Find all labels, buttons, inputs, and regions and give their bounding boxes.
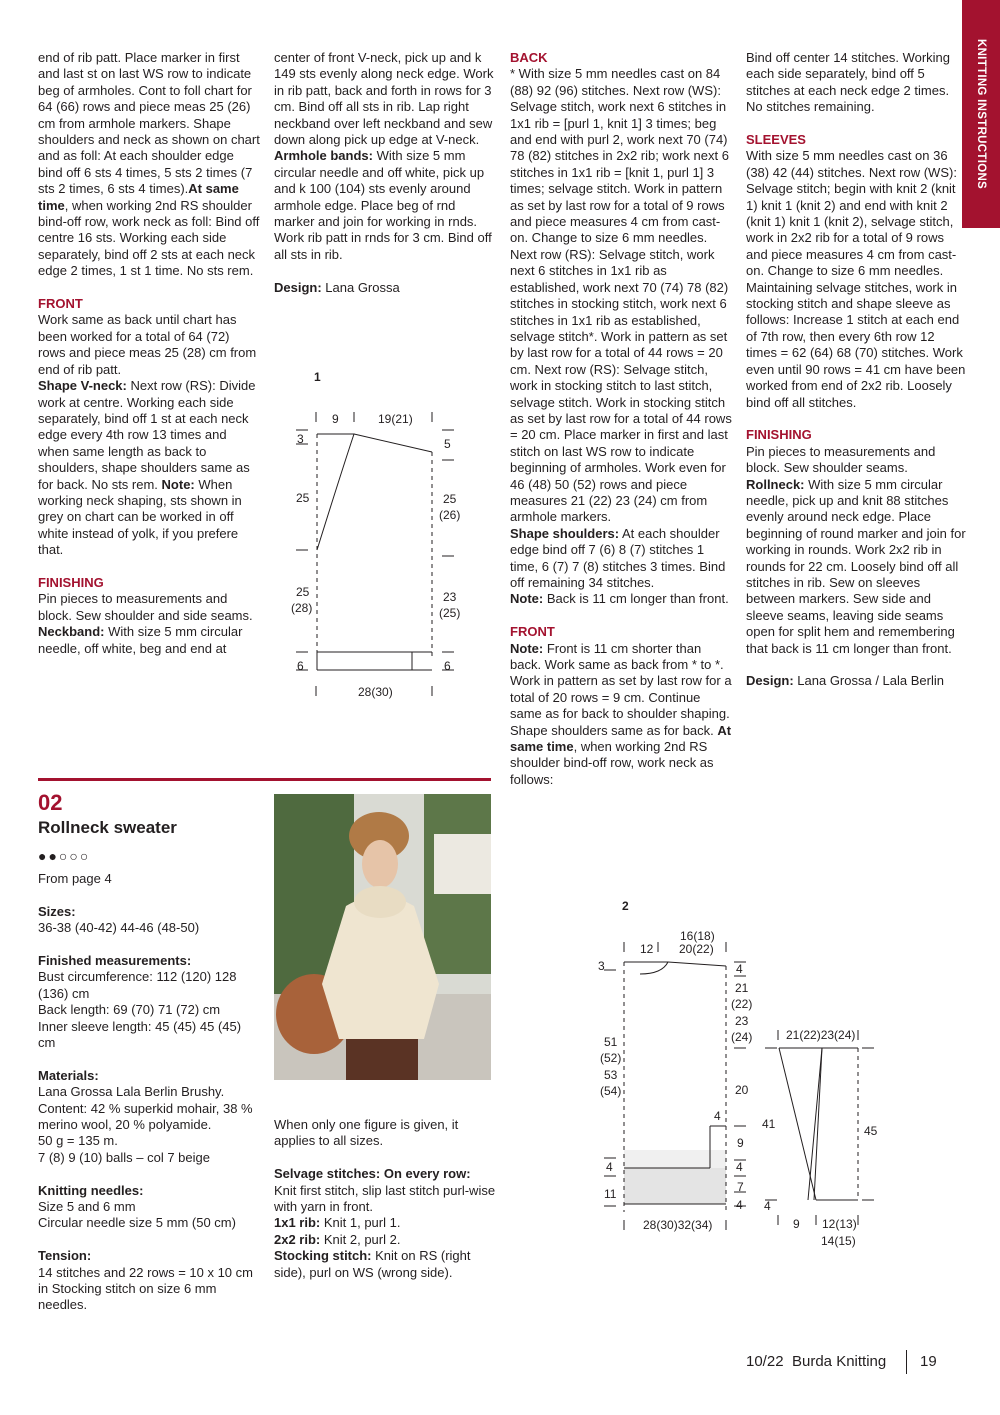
chart-2-label: (24)	[731, 1030, 753, 1044]
stocking-stitch: Stocking stitch: Knit on RS (right side), purl on WS (wrong side).	[274, 1248, 471, 1280]
page-number: 19	[920, 1353, 937, 1370]
chart-1-number: 1	[314, 370, 321, 384]
chart-2-label: 7	[737, 1180, 744, 1194]
chart-1-label: 25	[443, 492, 457, 506]
chart-2-label: 21(22)23(24)	[786, 1028, 856, 1042]
column-1-top	[38, 50, 260, 657]
needle: Size 5 and 6 mm	[38, 1199, 136, 1215]
chart-1-label: 5	[444, 437, 451, 451]
shape-shoulders: Shape shoulders: At each shoulder edge bind off 7 (6) 8 (7) stitches 1 time, 6 (7) 7 (8) stitches 3 times. Bind off remaining 34 stitches.	[510, 525, 726, 590]
front-2-text: Note: Front is 11 cm shorter than back. Work same as back from * to *. Work in pattern as set by last row for a total of 20 rows = 9 cm. Continue same as for back to shoulder shaping. Shape shoulders same as for back. At same time, when working 2nd RS shoulder bind-off row, work neck as follows:	[510, 640, 732, 787]
selvage-heading: Selvage stitches: On every row:	[274, 1166, 471, 1182]
chart-2-label: 45	[864, 1124, 878, 1138]
chart-2-label: 4	[736, 962, 743, 976]
chart-2-label: 12	[640, 942, 654, 956]
rollneck-text: Rollneck: With size 5 mm circular needle, pick up and knit 88 stitches evenly around neck edge. Place beginning of round marker and join for working in rounds. Work 2x2 rib in rounds for 22 cm. Loosely bind off all stitches in rib. Sew on sleeves between markers. Sew side and sleeve seams, leaving side seams open for split hem and remembering that back is 11 cm longer than front.	[746, 476, 966, 656]
material: Content: 42 % superkid mohair, 38 % merino wool, 20 % polyamide.	[38, 1100, 253, 1133]
back-note: Note: Back is 11 cm longer than front.	[510, 591, 729, 607]
chart-2-label: 53	[604, 1068, 618, 1082]
chart-1-label: (28)	[291, 601, 313, 615]
chart-1-label: 6	[297, 659, 304, 673]
footer-magazine: Burda Knitting	[792, 1353, 887, 1370]
chart-1-label: (25)	[439, 606, 461, 620]
needles-heading: Knitting needles:	[38, 1182, 144, 1198]
chart-2-label: (22)	[731, 997, 753, 1011]
measurement: Bust circumference: 112 (120) 128 (136) cm	[38, 969, 237, 1001]
tension: 14 stitches and 22 rows = 10 x 10 cm in Stocking stitch on size 6 mm needles.	[38, 1264, 253, 1313]
chart-1-label: 19(21)	[378, 412, 413, 426]
from-page: From page 4	[38, 871, 112, 886]
chart-2-label: 14(15)	[821, 1234, 856, 1248]
section-divider	[38, 778, 491, 781]
chart-2-label: 51	[604, 1035, 618, 1049]
chart-2-label: 41	[762, 1117, 776, 1131]
pattern-title: Rollneck sweater	[38, 818, 177, 837]
sizes: 36-38 (40-42) 44-46 (48-50)	[38, 920, 200, 936]
vneck-text: Shape V-neck: Next row (RS): Divide work at centre. Working each side separately, bind off 1 st at each neck edge every 4th row 13 times and when same length as back to shoulders, shape shoulders same as for back. No sts rem. Note: When working neck shaping, sts shown in grey on chart can be worked in off white instead of yolk, if you prefere that.	[38, 378, 256, 558]
difficulty-rating: ●●○○○	[38, 848, 91, 864]
front-text: Work same as back until chart has been worked for a total of 64 (72) rows and piece meas 25 (28) cm from end of rib patt.	[38, 312, 257, 377]
chart-2-label: 4	[736, 1198, 743, 1212]
measurement: Inner sleeve length: 45 (45) 45 (45) cm	[38, 1018, 242, 1051]
chart-1-label: 25	[296, 491, 310, 505]
chart-2-label: 4	[764, 1199, 771, 1213]
tension-heading: Tension:	[38, 1248, 92, 1264]
chart-1-label: 25	[296, 585, 310, 599]
chart-1-label: 6	[444, 659, 451, 673]
sizes-heading: Sizes:	[38, 903, 76, 919]
measurements-heading: Finished measurements:	[38, 953, 192, 968]
finishing-text: Pin pieces to measurements and block. Sew shoulder and side seams.	[38, 591, 253, 623]
selvage-text: Knit first stitch, slip last stitch purl-wise with yarn in front.	[274, 1182, 496, 1215]
chart-2-label: 11	[604, 1187, 617, 1201]
chart-2-label: 28(30)32(34)	[643, 1218, 713, 1232]
front-heading: FRONT	[38, 296, 83, 312]
chart-2-label: 20(22)	[679, 942, 714, 956]
one-figure-note: When only one figure is given, it applies to all sizes.	[274, 1117, 459, 1149]
chart-1-label: 28(30)	[358, 685, 393, 699]
column-3	[510, 50, 732, 788]
footer-issue: 10/22	[746, 1353, 784, 1370]
material: Lana Grossa Lala Berlin Brushy.	[38, 1084, 225, 1100]
material: 50 g = 135 m.	[38, 1133, 118, 1149]
finishing-heading: FINISHING	[38, 574, 104, 590]
column-2-top	[274, 50, 496, 296]
pattern-number: 02	[38, 790, 63, 815]
sleeves-text: With size 5 mm needles cast on 36 (38) 42 (44) stitches. Next row (WS): Selvage stitch; begin with knit 2 (knit 1) knit 1 (knit 2) and end with knit 2 (knit 1) knit 1 (knit 2), selvage stitch, work in 2x2 rib for a total of 9 rows and piece measures 4 cm from cast-on. Change to size 6 mm needles. Maintaining selvage stitches, work in stocking stitch and shape sleeve as follows: Increase 1 stitch at each end of 7th row, then every 6th row 12 times = 62 (64) 68 (70) stitches. Work even until 90 rows = 41 cm have been worked from end of 2x2 rib. Loosely bind off all stitches.	[746, 148, 966, 410]
chart-1-label: (26)	[439, 508, 461, 522]
chart-2-label: 21	[735, 981, 749, 995]
design-credit-2: Design: Lana Grossa / Lala Berlin	[746, 673, 944, 689]
section-tab: KNITTING INSTRUCTIONS	[962, 0, 1000, 228]
sweater-photo	[274, 794, 491, 1080]
chart-2-label: 3	[598, 959, 605, 973]
chart-2-label: 20	[735, 1083, 749, 1097]
chart-2-label: 4	[714, 1109, 721, 1123]
rib-2x2: 2x2 rib: Knit 2, purl 2.	[274, 1231, 401, 1247]
chart-1-label: 3	[297, 432, 304, 446]
column-2-bottom	[274, 1117, 496, 1281]
footer-divider	[906, 1350, 907, 1374]
chart-2-number: 2	[622, 899, 629, 913]
material: 7 (8) 9 (10) balls – col 7 beige	[38, 1149, 210, 1165]
chart-2-label: 16(18)	[680, 929, 715, 943]
needle: Circular needle size 5 mm (50 cm)	[38, 1215, 236, 1231]
armhole-bands: Armhole bands: With size 5 mm circular needle and off white, pick up and k 100 (104) sts evenly around armhole edge. Place beg of rnd marker and join for working in rnds. Work rib patt in rnds for 3 cm. Bind off all sts in rib.	[274, 148, 492, 262]
finishing-2-heading: FINISHING	[746, 427, 812, 443]
neckband-text: Neckband: With size 5 mm circular needle, off white, beg and end at	[38, 624, 243, 656]
chart-2-schematic	[590, 890, 890, 1250]
back-text: * With size 5 mm needles cast on 84 (88) 92 (96) stitches. Next row (WS): Selvage stitch, work next 6 stitches in 1x1 rib = [purl 1, knit 1] 3 times; beg and end with purl 2, work next 70 (74) 78 (82) stitches in 2x2 rib; work next 6 stitches in 1x1 rib = [knit 1, purl 1] 3 times; selvage stitch. Work in pattern as set by last row for a total of 9 rows and piece measures 4 cm from cast-on. Change to size 6 mm needles. Next row (RS): Selvage stitch, work next 6 stitches in 1x1 rib as established, work next 70 (74) 78 (82) stitches in stocking stitch, work next 6 stitches in 1x1 rib as established, selvage stitch*. Work in pattern as set by last row for a total of 44 rows = 20 cm. Next row (RS): Selvage stitch, work in stocking stitch to last stitch, selvage stitch. Work in stocking stitch as set by last row for a total of 44 rows = 20 cm. Place marker in first and last stitch on last WS row to indicate beginning of armholes. Work even for 46 (48) 50 (52) rows and piece measures 21 (22) 23 (24) cm from armhole markers.	[510, 66, 732, 525]
neck-continuation: Bind off center 14 stitches. Working each side separately, bind off 5 stitches at each neck edge 2 times. No stitches remaining.	[746, 50, 951, 115]
back-continuation: end of rib patt. Place marker in first and last st on last WS row to indicate beg of armholes. Cont to foll chart for 64 (66) rows and piece meas 25 (26) cm from armhole markers. Shape shoulders and neck as shown on chart and as foll: At each shoulder edge bind off 6 sts 4 times, 5 sts 2 times (7 sts 2 times, 6 sts 4 times).At same time, when working 2nd RS shoulder bind-off row, work neck as foll: Bind off centre 16 sts. Working each side separately, bind off 2 sts at each neck edge 2 times, 1 st 1 time. No sts rem.	[38, 50, 260, 279]
chart-2-label: 23	[735, 1014, 749, 1028]
neckband-continuation: center of front V-neck, pick up and k 149 sts evenly along neck edge. Work in rib patt, back and forth in rows for 3 cm. Bind off all sts in rib. Lap right neckband over left neckband and sew down along pick up edge at V-neck.	[274, 50, 494, 148]
chart-2-label: 4	[736, 1160, 743, 1174]
rib-1x1: 1x1 rib: Knit 1, purl 1.	[274, 1215, 401, 1231]
chart-2-label: 12(13)	[822, 1217, 857, 1231]
column-4	[746, 50, 968, 690]
chart-1-label: 9	[332, 412, 339, 426]
materials-heading: Materials:	[38, 1067, 99, 1083]
measurement: Back length: 69 (70) 71 (72) cm	[38, 1002, 221, 1018]
design-credit-1: Design: Lana Grossa	[274, 279, 400, 295]
sleeves-heading: SLEEVES	[746, 132, 806, 148]
chart-2-label: 9	[793, 1217, 800, 1231]
chart-2-label: (54)	[600, 1084, 622, 1098]
finishing-2-text: Pin pieces to measurements and block. Sew shoulder seams.	[746, 443, 936, 476]
chart-2-label: (52)	[600, 1051, 622, 1065]
chart-1-schematic	[284, 360, 484, 705]
chart-2-label: 4	[606, 1160, 613, 1174]
chart-2-label: 9	[737, 1136, 744, 1150]
back-heading: BACK	[510, 50, 548, 65]
front-2-heading: FRONT	[510, 624, 555, 640]
chart-1-label: 23	[443, 590, 457, 604]
pattern-02-info	[38, 871, 260, 1314]
